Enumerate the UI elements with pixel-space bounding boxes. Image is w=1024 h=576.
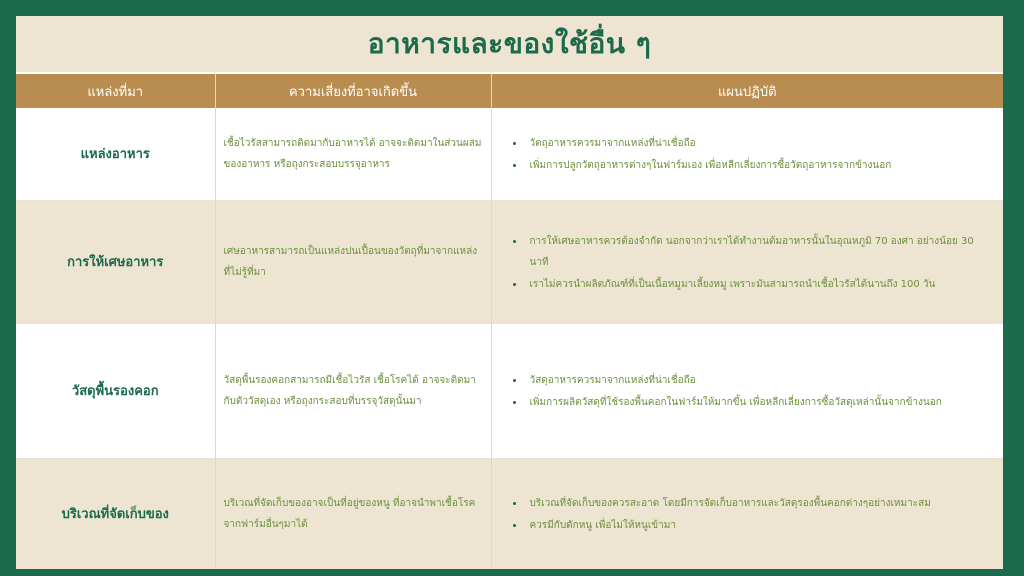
slide (16, 16, 1003, 569)
table-row (16, 459, 1003, 570)
list-item: • วัตถุอาหารควรมาจากแหล่งที่น่าเชื่อถือ (526, 132, 996, 154)
list-item: • เพิ่มการปลูกวัตถุอาหารต่างๆในฟาร์มเอง เพื่อหลีกเลี่ยงการซื้อวัตถุอาหารจากข้างนอก (526, 154, 996, 176)
title-bar (16, 16, 1003, 74)
header-risk: ความเสี่ยงที่อาจเกิดขึ้น (215, 74, 491, 108)
action-list (500, 492, 996, 536)
list-item: • บริเวณที่จัดเก็บของควรสะอาด โดยมีการจัดเก็บอาหารและวัสดุรองพื้นคอกต่างๆอย่างเหมาะสม (526, 492, 996, 514)
list-item: • ควรมีกับดักหนู เพื่อไม่ให้หนูเข้ามา (526, 514, 996, 536)
risk-table (16, 74, 1003, 569)
list-item: • การให้เศษอาหารควรต้องจำกัด นอกจากว่าเราได้ทำงานต้มอาหารนั้นในอุณหภูมิ 70 องศา อย่างน้อย 30 นาที (526, 230, 996, 273)
action-list (500, 369, 996, 413)
source-cell: วัสดุพื้นรองคอก (16, 324, 215, 459)
header-action-plan: แผนปฏิบัติ (491, 74, 1003, 108)
table-header-row (16, 74, 1003, 108)
action-list (500, 230, 996, 295)
list-item: • วัสดุอาหารควรมาจากแหล่งที่น่าเชื่อถือ (526, 369, 996, 391)
list-item: • เราไม่ควรนำผลิตภัณฑ์ที่เป็นเนื้อหมูมาเลี้ยงหมู เพราะมันสามารถนำเชื้อไวรัสได้นานถึง 100 วัน (526, 273, 996, 295)
list-item: • เพิ่มการผลิตวัสดุที่ใช้รองพื้นคอกในฟาร์มให้มากขึ้น เพื่อหลีกเลี่ยงการซื้อวัสดุเหล่านั้นจากข้างนอก (526, 391, 996, 413)
action-cell (491, 108, 1003, 201)
page-title: อาหารและของใช้อื่น ๆ (367, 27, 652, 60)
table-row (16, 324, 1003, 459)
action-cell (491, 459, 1003, 570)
source-cell: แหล่งอาหาร (16, 108, 215, 201)
action-list (500, 132, 996, 176)
risk-cell: วัสดุพื้นรองคอกสามารถมีเชื้อไวรัส เชื้อโรคได้ อาจจะติดมากับตัววัสดุเอง หรือถุงกระสอบที่บรรจุวัสดุนั้นมา (215, 324, 491, 459)
table-row (16, 108, 1003, 201)
source-cell: บริเวณที่จัดเก็บของ (16, 459, 215, 570)
risk-cell: บริเวณที่จัดเก็บของอาจเป็นที่อยู่ของหนู ที่อาจนำพาเชื้อโรคจากฟาร์มอื่นๆมาได้ (215, 459, 491, 570)
risk-cell: เชื้อไวรัสสามารถติดมากับอาหารได้ อาจจะติดมาในส่วนผสมของอาหาร หรือถุงกระสอบบรรจุอาหาร (215, 108, 491, 201)
action-cell (491, 324, 1003, 459)
header-source: แหล่งที่มา (16, 74, 215, 108)
source-cell: การให้เศษอาหาร (16, 201, 215, 324)
risk-cell: เศษอาหารสามารถเป็นแหล่งปนเปื้อนของวัตถุที่มาจากแหล่งที่ไม่รู้ที่มา (215, 201, 491, 324)
action-cell (491, 201, 1003, 324)
table-row (16, 201, 1003, 324)
